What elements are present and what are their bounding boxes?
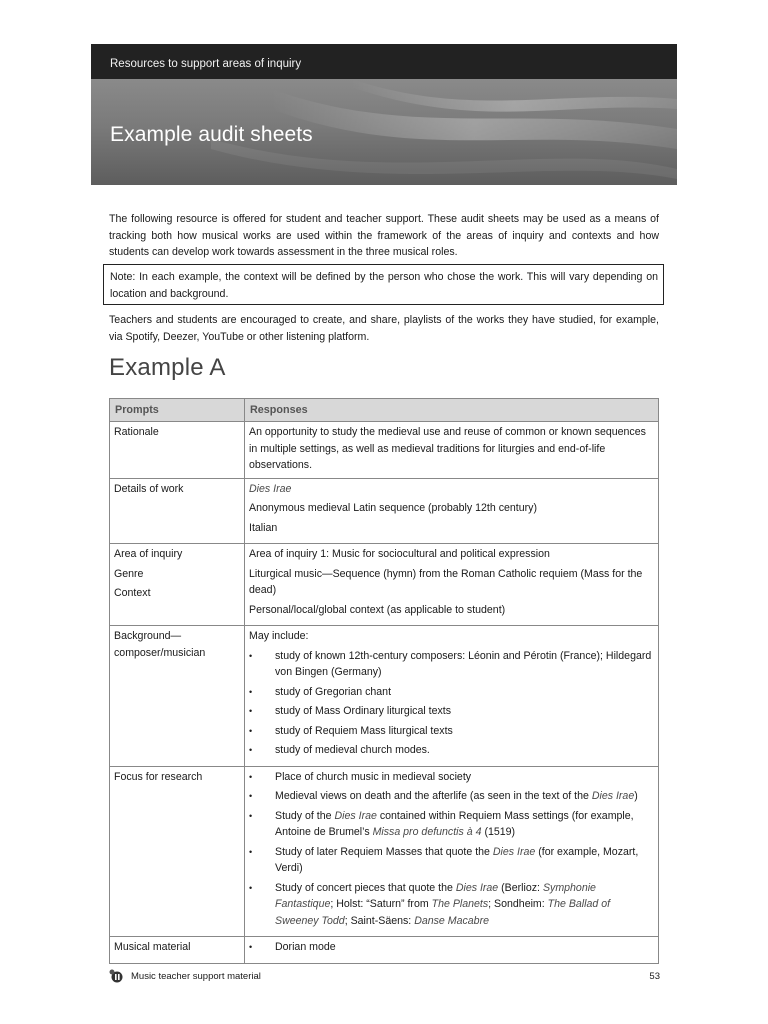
column-header-prompts: Prompts — [110, 399, 245, 422]
text-run: ) — [634, 790, 638, 802]
background-list — [249, 648, 654, 759]
table-row-area — [110, 544, 659, 626]
genre-line: Liturgical music—Sequence (hymn) from the Roman Catholic requiem (Mass for the dead) — [249, 567, 643, 596]
table-row-musical-material — [110, 937, 659, 964]
list-item — [249, 808, 654, 841]
text-run: (1519) — [481, 826, 516, 838]
text-run: (Berlioz: — [498, 881, 543, 894]
context-line: Personal/local/global context (as applicable to student) — [249, 603, 506, 616]
list-item: • study of known 12th-century composers: Léonin and Pérotin (France); Hildegard von Bingen (Germany) — [249, 648, 654, 681]
italic-run: Symphonie Fantastique — [275, 881, 596, 910]
work-title: Dies Irae — [249, 482, 292, 495]
column-header-responses: Responses — [245, 399, 659, 422]
section-title: Example A — [109, 354, 226, 381]
response-cell — [245, 544, 659, 626]
table-row-background — [110, 626, 659, 767]
table-row-focus — [110, 766, 659, 937]
audit-table — [109, 398, 659, 964]
prompt-context: Context — [114, 587, 151, 599]
response-cell: An opportunity to study the medieval use and reuse of common or known sequences in multiple settings, as well as medieval traditions for liturgies and end-of-life observations. — [245, 422, 659, 479]
text-run: ; Saint-Säens: — [344, 914, 415, 927]
list-item — [249, 844, 654, 877]
page-footer — [108, 968, 660, 988]
response-cell — [245, 937, 659, 964]
list-item: • study of medieval church modes. — [249, 742, 654, 759]
list-item: • study of Requiem Mass liturgical texts — [249, 723, 654, 740]
prompt-genre: Genre — [114, 567, 144, 580]
text-run: ; Holst: “Saturn” from — [330, 898, 432, 910]
italic-run: Dies Irae — [455, 881, 499, 894]
note-box — [103, 264, 664, 305]
area-line: Area of inquiry 1: Music for sociocultural and political expression — [249, 548, 550, 560]
list-item: • study of Gregorian chant — [249, 684, 654, 701]
page-number: 53 — [649, 971, 660, 982]
background-intro: May include: — [249, 630, 309, 642]
italic-run: Dies Irae — [492, 845, 536, 858]
footer-title: Music teacher support material — [131, 971, 261, 982]
italic-run: Dies Irae — [591, 790, 635, 802]
title-banner — [91, 79, 677, 185]
italic-run: Danse Macabre — [414, 914, 489, 927]
prompt-cell: Musical material — [110, 937, 245, 964]
italic-run: Dies Irae — [334, 809, 377, 822]
prompt-cell: Focus for research — [110, 766, 245, 937]
prompt-cell: Details of work — [110, 478, 245, 544]
list-item — [249, 788, 654, 805]
section-label: Resources to support areas of inquiry — [110, 58, 302, 70]
text-run: Study of later Requiem Masses that quote the — [275, 845, 493, 858]
list-item — [249, 880, 654, 930]
ib-logo-icon — [108, 969, 124, 983]
page-title: Example audit sheets — [110, 123, 313, 146]
response-cell — [245, 766, 659, 937]
work-origin: Anonymous medieval Latin sequence (probably 12th century) — [249, 502, 537, 514]
text-run: Study of concert pieces that quote the — [275, 881, 456, 894]
italic-run: The Planets — [431, 898, 489, 910]
text-run: Study of the — [275, 809, 335, 822]
intro-paragraph: The following resource is offered for student and teacher support. These audit sheets may be used as a means of tracking both how musical works are used within the framework of the areas of inquiry and contexts and how students can develop work towards assessment in the three musical roles. — [109, 213, 659, 259]
prompt-cell — [110, 544, 245, 626]
prompt-cell: Background—composer/musician — [110, 626, 245, 767]
work-region: Italian — [249, 521, 278, 534]
prompt-cell: Rationale — [110, 422, 245, 479]
response-cell — [245, 626, 659, 767]
table-row-details — [110, 478, 659, 544]
table-row-rationale — [110, 422, 659, 479]
italic-run: Missa pro defunctis à 4 — [372, 826, 482, 838]
list-item: • study of Mass Ordinary liturgical texts — [249, 703, 654, 720]
text-run: Medieval views on death and the afterlife (as seen in the text of the — [275, 790, 592, 802]
note-text: Note: In each example, the context will be defined by the person who chose the work. This will vary depending on location and background. — [110, 271, 658, 300]
text-run: ; Sondheim: — [488, 898, 548, 910]
list-item: • Dorian mode — [249, 939, 654, 956]
response-cell — [245, 478, 659, 544]
text-run: (for example, Mozart, Verdi) — [275, 845, 639, 874]
list-item: • Place of church music in medieval society — [249, 769, 654, 786]
table-header-row — [110, 399, 659, 422]
musical-list — [249, 939, 654, 956]
text-run: contained within Requiem Mass settings (for example, Antoine de Brumel’s — [275, 809, 634, 838]
italic-run: The Ballad of Sweeney Todd — [275, 898, 611, 927]
playlist-paragraph: Teachers and students are encouraged to create, and share, playlists of the works they have studied, for example, via Spotify, Deezer, YouTube or other listening platform. — [109, 314, 659, 343]
prompt-area-of-inquiry: Area of inquiry — [114, 548, 183, 560]
section-header-bar — [91, 44, 677, 79]
focus-list — [249, 769, 654, 930]
